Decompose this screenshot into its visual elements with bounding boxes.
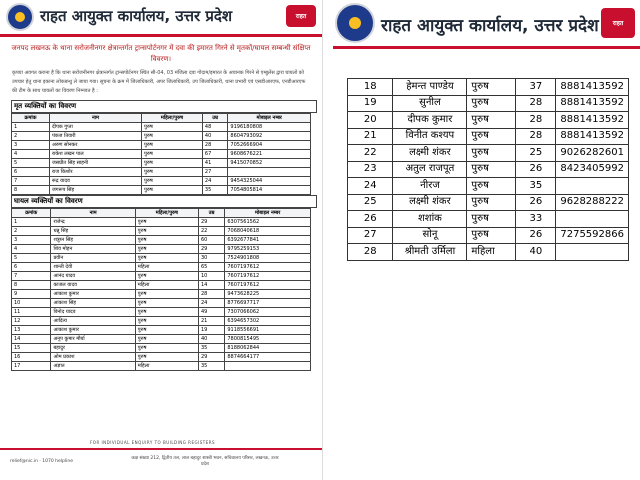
table-cell: पुरुष xyxy=(141,168,202,177)
table-cell: 9026282601 xyxy=(556,145,629,162)
table-cell: 8188062844 xyxy=(225,344,311,353)
table-cell: पुरुष xyxy=(135,353,198,362)
table-cell: 19 xyxy=(198,326,224,335)
table-cell: 8881413592 xyxy=(556,95,629,112)
table-row xyxy=(12,227,311,236)
table-row xyxy=(12,141,311,150)
table-cell: 33 xyxy=(516,211,556,228)
table-cell: 2 xyxy=(12,227,51,236)
table-row xyxy=(12,123,311,132)
table-cell: शत्रुघ्न सिंह xyxy=(51,236,135,245)
state-emblem-icon xyxy=(6,3,34,31)
table-cell: 11 xyxy=(12,308,51,317)
table-cell: 21 xyxy=(348,128,393,145)
table-row xyxy=(12,254,311,263)
table-cell: 14 xyxy=(12,335,51,344)
table-cell: काजल यादव xyxy=(51,281,135,290)
table-cell: धन्नू सिंह xyxy=(51,227,135,236)
table-cell: राजेन्द्र xyxy=(51,218,135,227)
table-cell: 8881413592 xyxy=(556,128,629,145)
page-header xyxy=(333,0,640,49)
table-cell: पुरुष xyxy=(135,218,198,227)
table-cell: महिला xyxy=(135,263,198,272)
table-cell: 5 xyxy=(12,159,50,168)
table-cell: 9415070852 xyxy=(228,159,311,168)
table-cell: आनंद यादव xyxy=(51,272,135,281)
table-cell: 8881413592 xyxy=(556,112,629,129)
table-cell: 1 xyxy=(12,123,50,132)
table-cell: 9196180808 xyxy=(228,123,311,132)
table-cell: 17 xyxy=(12,362,51,371)
table-cell: 25 xyxy=(516,145,556,162)
table-cell: 25 xyxy=(348,194,393,211)
table-cell: 8 xyxy=(12,281,51,290)
column-header: महिला/पुरुष xyxy=(141,114,202,123)
table-cell: पुरुष xyxy=(141,150,202,159)
table-cell: 1 xyxy=(12,218,51,227)
table-cell: 3 xyxy=(12,141,50,150)
column-header: महिला/पुरुष xyxy=(135,209,198,218)
table-cell: 49 xyxy=(198,308,224,317)
table-cell: पुरुष xyxy=(135,326,198,335)
table-cell: आकाश कुमार xyxy=(51,326,135,335)
table-cell: 37 xyxy=(516,79,556,96)
table-cell: रूद्र यादव xyxy=(50,177,142,186)
table-row xyxy=(348,194,629,211)
page-header xyxy=(0,0,322,37)
table-row xyxy=(348,79,629,96)
table-cell: 9473628225 xyxy=(225,290,311,299)
table-cell: राज किशोर xyxy=(50,168,142,177)
dead-table xyxy=(11,113,311,195)
table-cell: सुनील xyxy=(393,95,467,112)
table-row xyxy=(12,326,311,335)
table-cell: पुरुष xyxy=(135,317,198,326)
table-cell: महिला xyxy=(135,281,198,290)
table-cell: 28 xyxy=(202,141,228,150)
table-cell: शशांक xyxy=(393,211,467,228)
table-cell: 26 xyxy=(516,161,556,178)
table-cell: 19 xyxy=(348,95,393,112)
table-row xyxy=(12,168,311,177)
table-cell: 30 xyxy=(198,254,224,263)
table-cell: 9454325044 xyxy=(228,177,311,186)
footer-contact: relief@nic.in · 1070 helpline xyxy=(10,459,74,464)
table-cell: ओम प्रकाश xyxy=(51,353,135,362)
table-row xyxy=(12,132,311,141)
table-cell: 4 xyxy=(12,150,50,159)
table-cell: पंकज तिवारी xyxy=(50,132,142,141)
table-row xyxy=(12,186,311,195)
footer-note: FOR INDIVIDUAL ENQUIRY TO BUILDING REGISTERS xyxy=(90,440,216,445)
table-cell xyxy=(556,178,629,195)
table-cell: 48 xyxy=(202,123,228,132)
table-row xyxy=(12,272,311,281)
table-cell: पुरुष xyxy=(467,128,516,145)
table-row xyxy=(12,177,311,186)
table-cell: 18 xyxy=(348,79,393,96)
table-row xyxy=(12,362,311,371)
table-row xyxy=(12,263,311,272)
table-cell: अनूप कुमार मौर्या xyxy=(51,335,135,344)
table-cell: 7800815495 xyxy=(225,335,311,344)
column-header: मोबाइल नम्बर xyxy=(228,114,311,123)
table-row xyxy=(348,244,629,261)
table-cell: पुरुष xyxy=(467,79,516,96)
table-cell: 6 xyxy=(12,263,51,272)
table-cell: आकाश सिंह xyxy=(51,299,135,308)
table-row xyxy=(12,281,311,290)
table-cell: 14 xyxy=(198,281,224,290)
table-cell: पुरुष xyxy=(135,227,198,236)
table-cell: पुरुष xyxy=(141,132,202,141)
table-cell: 7054805814 xyxy=(228,186,311,195)
table-cell: पुरुष xyxy=(135,335,198,344)
subject-line: जनपद लखनऊ के थाना सरोजनीनगर क्षेत्रान्तर्गत ट्रान्सपोर्टनगर में दवा की इमारत गिरने से मृतकों/घायल सम्बन्धी संक्षिप्त विवरण। xyxy=(11,44,311,63)
table-cell: 12 xyxy=(12,317,51,326)
table-cell xyxy=(556,211,629,228)
table-cell: 9 xyxy=(12,290,51,299)
table-cell: 7607197612 xyxy=(225,281,311,290)
table-cell: 4 xyxy=(12,245,51,254)
table-row xyxy=(12,344,311,353)
table-cell: पुरुष xyxy=(467,95,516,112)
relief-badge-icon: राहत xyxy=(286,5,316,27)
table-row xyxy=(348,145,629,162)
column-header: क्रमांक xyxy=(12,114,50,123)
state-emblem-icon xyxy=(335,3,375,43)
table-cell: विनीत कश्यप xyxy=(393,128,467,145)
table-cell: 10 xyxy=(12,299,51,308)
table-cell: 29 xyxy=(198,218,224,227)
table-row xyxy=(12,335,311,344)
table-cell: 8874664177 xyxy=(225,353,311,362)
table-cell: अरुण सोनकर xyxy=(50,141,142,150)
table-cell: 40 xyxy=(198,335,224,344)
table-cell: लक्ष्मी शंकर xyxy=(393,145,467,162)
table-cell: 35 xyxy=(198,344,224,353)
table-cell: 6 xyxy=(12,168,50,177)
table-cell: 7 xyxy=(12,177,50,186)
injured-table-continued xyxy=(347,78,629,261)
table-cell: पुरुष xyxy=(141,177,202,186)
letter-body: कृपया अवगत कराना है कि थाना सरोजनीनगर क्षेत्रान्तर्गत ट्रान्सपोर्टनगर स्थित सी-04, 03 मंजिला दवा गोदाम/इमारत के अचानक गिरने से एम्बुलेंस द्वारा घायलों को उपचार हेतु थाना इकाना लोकबन्धु ले जाया गया। सूचना के क्रम में जिलाधिकारी, अपर जिलाधिकारी, उप जिलाधिकारी, थाना प्रभारी एवं एसडीआरएफ, एनडीआरएफ की टीम के साथ घायलों का विवरण निम्नवत है : xyxy=(12,70,306,94)
table-cell: 9795259153 xyxy=(225,245,311,254)
table-cell: पुरुष xyxy=(141,123,202,132)
table-cell: अतुल राजपूत xyxy=(393,161,467,178)
table-cell: 28 xyxy=(516,112,556,129)
column-header: नाम xyxy=(51,209,135,218)
table-cell: 22 xyxy=(348,145,393,162)
document-page-2 xyxy=(333,0,640,276)
table-cell: 10 xyxy=(198,272,224,281)
table-cell: पुरुष xyxy=(467,211,516,228)
table-cell: जगरूप सिंह xyxy=(50,186,142,195)
table-row xyxy=(348,211,629,228)
relief-badge-icon: राहत xyxy=(601,8,635,38)
table-row xyxy=(348,128,629,145)
table-cell: 27 xyxy=(202,168,228,177)
table-cell xyxy=(228,168,311,177)
table-row xyxy=(12,218,311,227)
table-cell: 15 xyxy=(12,344,51,353)
table-cell: 22 xyxy=(198,227,224,236)
table-row xyxy=(12,317,311,326)
table-cell: श्रीमती उर्मिला xyxy=(393,244,467,261)
table-row xyxy=(12,299,311,308)
table-cell: 9118556691 xyxy=(225,326,311,335)
table-cell: विनोद यादव xyxy=(51,308,135,317)
table-cell: 60 xyxy=(198,236,224,245)
table-cell: अज्ञात xyxy=(51,362,135,371)
office-title: राहत आयुक्त कार्यालय, उत्तर प्रदेश xyxy=(40,7,233,25)
table-cell: 9628288222 xyxy=(556,194,629,211)
table-cell: 67 xyxy=(202,150,228,159)
table-row xyxy=(12,150,311,159)
table-cell: 3 xyxy=(12,236,51,245)
table-cell: पुरुष xyxy=(135,254,198,263)
table-cell: पुरुष xyxy=(467,145,516,162)
column-header: मोबाइल नम्बर xyxy=(225,209,311,218)
column-header: उम्र xyxy=(198,209,224,218)
table-cell: 28 xyxy=(516,95,556,112)
table-cell: 7607197612 xyxy=(225,272,311,281)
injured-table xyxy=(11,208,311,371)
table-cell: शान्ती देवी xyxy=(51,263,135,272)
table-cell: 35 xyxy=(198,362,224,371)
table-cell: पुरुष xyxy=(141,186,202,195)
table-cell: आकाश कुमार xyxy=(51,290,135,299)
table-cell: 41 xyxy=(202,159,228,168)
table-cell: जसप्रीत सिंह साहनी xyxy=(50,159,142,168)
table-cell: 40 xyxy=(202,132,228,141)
table-cell: 16 xyxy=(12,353,51,362)
table-cell: 27 xyxy=(348,227,393,244)
injured-section-heading: घायल व्यक्तियों का विवरण xyxy=(11,195,317,208)
table-cell: पुरुष xyxy=(135,245,198,254)
table-cell: 7 xyxy=(12,272,51,281)
table-cell: दीपक गुप्ता xyxy=(50,123,142,132)
table-cell: 6392677841 xyxy=(225,236,311,245)
table-cell: पुरुष xyxy=(467,194,516,211)
table-cell: 7052666904 xyxy=(228,141,311,150)
table-cell: 29 xyxy=(198,245,224,254)
table-cell: 35 xyxy=(202,186,228,195)
table-cell: हेमन्त पाण्डेय xyxy=(393,79,467,96)
table-cell: 13 xyxy=(12,326,51,335)
table-cell: 6394657302 xyxy=(225,317,311,326)
table-cell: नीरज xyxy=(393,178,467,195)
table-cell: पुरुष xyxy=(135,344,198,353)
footer-address: कक्ष संख्या 212, द्वितीय तल, लाल बहादुर शास्त्री भवन, सचिवालय परिसर, लखनऊ, उत्तर प्रदेश xyxy=(131,456,279,467)
table-cell: प्रवीन xyxy=(51,254,135,263)
table-cell: 21 xyxy=(198,317,224,326)
table-cell: 26 xyxy=(516,194,556,211)
table-cell: 8776697717 xyxy=(225,299,311,308)
table-cell: सोनू xyxy=(393,227,467,244)
table-cell: राकेश लखन पाल xyxy=(50,150,142,159)
table-row xyxy=(12,308,311,317)
column-header: उम्र xyxy=(202,114,228,123)
table-cell: 7068040618 xyxy=(225,227,311,236)
table-row xyxy=(348,178,629,195)
table-cell: दीपक कुमार xyxy=(393,112,467,129)
table-row xyxy=(12,353,311,362)
table-row xyxy=(348,112,629,129)
table-cell: 8423405992 xyxy=(556,161,629,178)
table-cell: 5 xyxy=(12,254,51,263)
table-cell: 29 xyxy=(198,353,224,362)
table-cell: 40 xyxy=(516,244,556,261)
table-cell: 28 xyxy=(348,244,393,261)
table-cell: 8 xyxy=(12,186,50,195)
table-cell: 65 xyxy=(198,263,224,272)
table-cell: पुरुष xyxy=(467,227,516,244)
table-cell: पुरुष xyxy=(135,272,198,281)
table-cell: 24 xyxy=(198,299,224,308)
table-cell: महिला xyxy=(467,244,516,261)
table-cell: लक्ष्मी शंकर xyxy=(393,194,467,211)
table-cell: 9608676221 xyxy=(228,150,311,159)
table-cell: पुरुष xyxy=(135,236,198,245)
table-cell: पुरुष xyxy=(467,161,516,178)
table-cell: 28 xyxy=(198,290,224,299)
table-cell: 8604793092 xyxy=(228,132,311,141)
table-cell: 35 xyxy=(516,178,556,195)
table-cell: 26 xyxy=(516,227,556,244)
table-row xyxy=(348,227,629,244)
table-cell xyxy=(556,244,629,261)
page-footer xyxy=(0,440,322,480)
column-header: नाम xyxy=(50,114,142,123)
table-row xyxy=(12,236,311,245)
table-cell: 2 xyxy=(12,132,50,141)
dead-section-heading: मृत व्यक्तियों का विवरण xyxy=(11,100,317,113)
table-cell: 7524901808 xyxy=(225,254,311,263)
table-cell: 7275592866 xyxy=(556,227,629,244)
table-cell: 7607197612 xyxy=(225,263,311,272)
table-cell: बहादुर xyxy=(51,344,135,353)
table-cell: 8881413592 xyxy=(556,79,629,96)
table-cell: पुरुष xyxy=(135,299,198,308)
table-cell xyxy=(225,362,311,371)
table-cell: पुरुष xyxy=(467,112,516,129)
table-cell: 20 xyxy=(348,112,393,129)
office-title: राहत आयुक्त कार्यालय, उत्तर प्रदेश xyxy=(381,16,599,36)
table-cell: पुरुष xyxy=(135,290,198,299)
table-cell: पुरुष xyxy=(467,178,516,195)
table-cell: पुरुष xyxy=(141,159,202,168)
table-cell: 7307066062 xyxy=(225,308,311,317)
table-cell: आदित्य xyxy=(51,317,135,326)
table-cell: पुरुष xyxy=(135,308,198,317)
table-row xyxy=(12,245,311,254)
table-cell: 24 xyxy=(202,177,228,186)
table-cell: पुरुष xyxy=(141,141,202,150)
table-row xyxy=(348,161,629,178)
table-cell: 6307561562 xyxy=(225,218,311,227)
table-cell: महिला xyxy=(135,362,198,371)
table-cell: 23 xyxy=(348,161,393,178)
table-cell: 28 xyxy=(516,128,556,145)
table-cell: 24 xyxy=(348,178,393,195)
table-row xyxy=(12,159,311,168)
table-row xyxy=(348,95,629,112)
table-cell: शिव मोहन xyxy=(51,245,135,254)
table-row xyxy=(12,290,311,299)
table-cell: 26 xyxy=(348,211,393,228)
column-header: क्रमांक xyxy=(12,209,51,218)
